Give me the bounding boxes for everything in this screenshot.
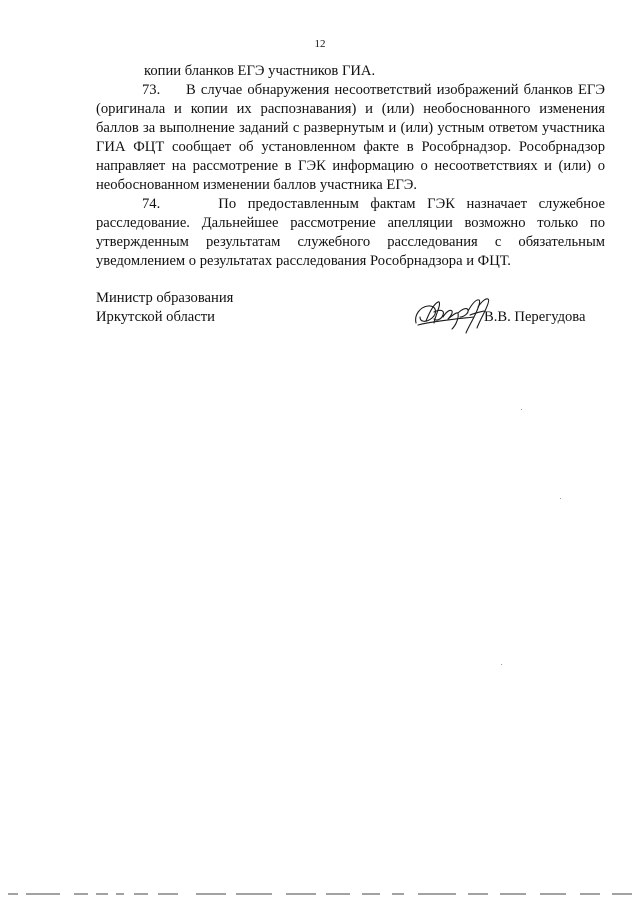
signatory-position <box>96 289 346 327</box>
position-line-2: Иркутской области <box>96 309 215 325</box>
paragraph-74 <box>96 195 605 271</box>
continuation-line: копии бланков ЕГЭ участников ГИА. <box>144 63 376 79</box>
paragraph-74-text: По предоставленным фактам ГЭК назначает служебное расследование. Дальнейшее рассмотрение апелляции возможно только по утвержденным результатам служебного расследования с обязательным уведомлением о результатах расследования Рособрнадзора и ФЦТ. <box>96 196 605 269</box>
position-line-1: Министр образования <box>96 290 234 306</box>
scan-speck <box>521 409 522 410</box>
paragraph-73 <box>96 81 605 195</box>
paragraph-73-number: 73. <box>142 82 161 98</box>
paragraph-73-text: В случае обнаружения несоответствий изображений бланков ЕГЭ (оригинала и копии их распознавания) и (или) необоснованного изменения баллов за выполнение заданий с развернутым и (или) устным ответом участника ГИА ФЦТ сообщает об установленном факте в Рособрнадзор. Рособрнадзор направляет на рассмотрение в ГЭК информацию о несоответствиях и (или) о необоснованном изменении баллов участника ЕГЭ. <box>96 82 605 193</box>
scan-bottom-rule <box>0 892 640 896</box>
paragraph-74-number: 74. <box>142 196 161 212</box>
scan-speck <box>501 664 502 665</box>
signatory-name: В.В. Перегудова <box>484 309 586 325</box>
scan-speck <box>560 498 561 499</box>
document-body <box>96 62 605 271</box>
page-number: 12 <box>314 38 326 50</box>
